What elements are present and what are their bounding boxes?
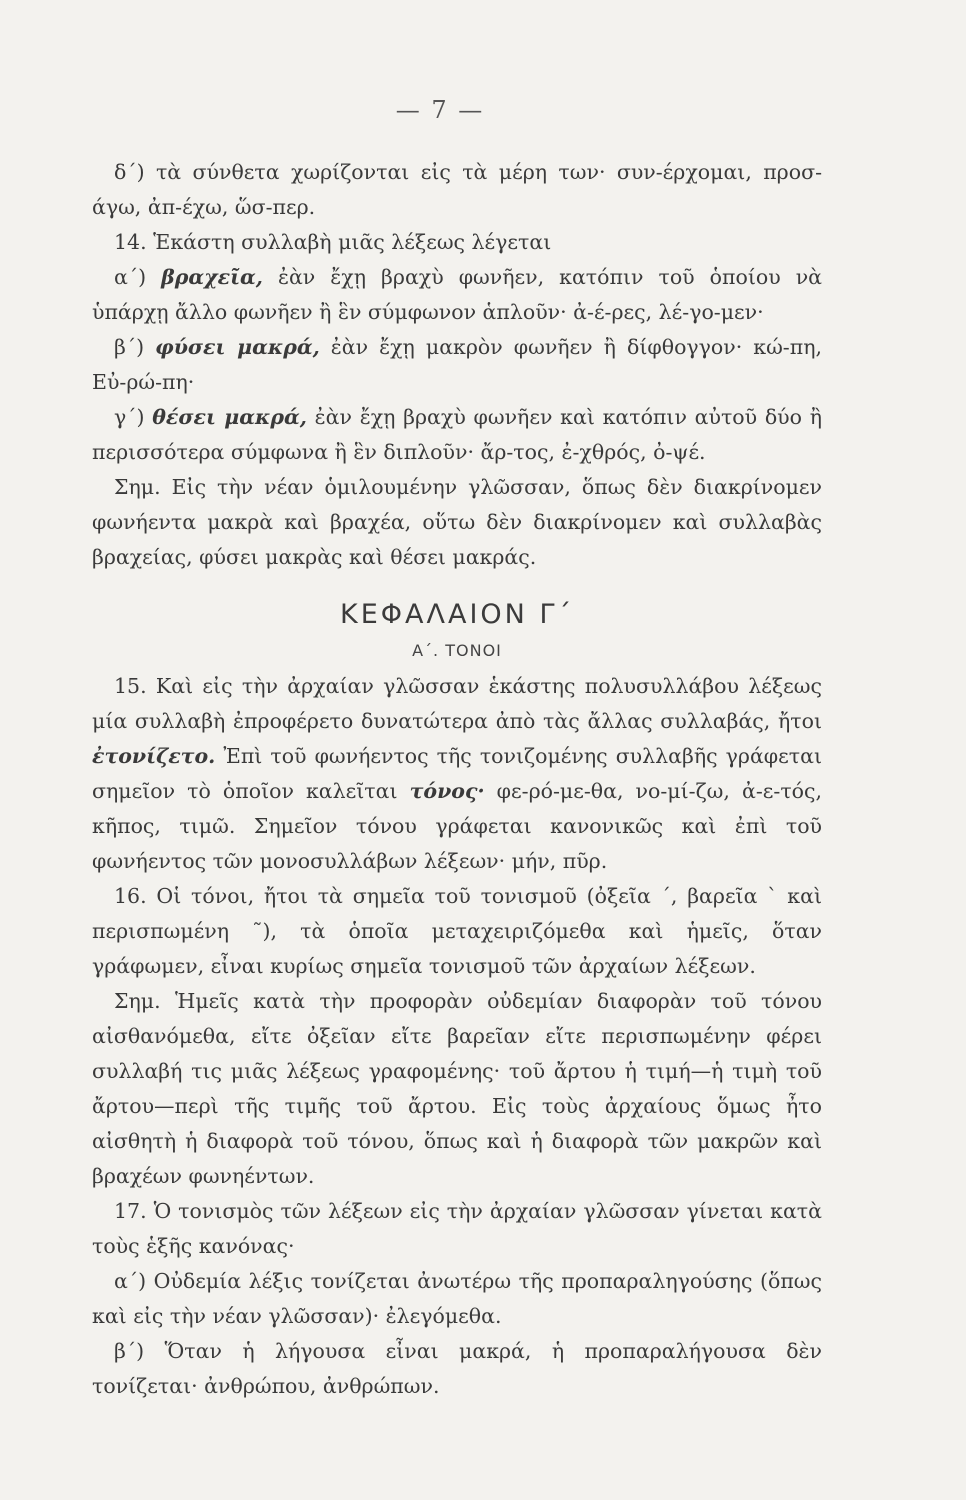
paragraph-17: 17. Ὁ τονισμὸς τῶν λέξεων εἰς τὴν ἀρχαίαν γλῶσσαν γίνεται κατὰ τοὺς ἑξῆς κανόνας· [92, 1199, 822, 1258]
term-long-position: θέσει μακρά, [152, 405, 307, 429]
item-label: β΄) [114, 335, 156, 359]
body-text [92, 155, 822, 1404]
item-label: γ΄) [114, 405, 153, 429]
paragraph-14-intro: 14. Ἑκάστη συλλαβὴ μιᾶς λέξεως λέγεται [114, 230, 552, 254]
item-text: ἐὰν ἔχῃ μακρὸν φωνῆεν ἢ δίφθογγον· κώ-πη, Εὐ-ρώ-πη· [92, 335, 822, 394]
paragraph-15 [92, 669, 822, 879]
paragraph-long-by-position [92, 400, 822, 470]
term-long-nature: φύσει μακρά, [155, 335, 320, 359]
note-modern-language: Σημ. Εἰς τὴν νέαν ὁμιλουμένην γλῶσσαν, ὅπως δὲν διακρίνομεν φωνήεντα μακρὰ καὶ βραχέα, οὕτω δὲν διακρίνομεν καὶ συλλαβὰς βραχείας, φύσει μακρὰς καὶ θέσει μακράς. [92, 475, 822, 569]
item-text: ἐὰν ἔχῃ βραχὺ φωνῆεν, κατόπιν τοῦ ὁποίου νὰ ὑπάρχῃ ἄλλο φωνῆεν ἢ ἓν σύμφωνον ἁπλοῦν· ἀ-έ-ρες, λέ-γο-μεν· [92, 265, 822, 324]
term-short: βραχεῖα, [161, 265, 263, 289]
chapter-heading: ΚΕΦΑΛΑΙΟΝ Γ΄ [340, 599, 574, 630]
paragraph-compound-words: δ΄) τὰ σύνθετα χωρίζονται εἰς τὰ μέρη των· συν-έρχομαι, προσ-άγω, ἀπ-έχω, ὥσ-περ. [92, 160, 822, 219]
page-number: — 7 — [395, 96, 485, 124]
paragraph-long-by-nature [92, 330, 822, 400]
rule-b: β΄) Ὅταν ἡ λήγουσα εἶναι μακρά, ἡ προπαραλήγουσα δὲν τονίζεται· ἀνθρώπου, ἀνθρώπων. [92, 1339, 822, 1398]
paragraph-15-text-b: Ἐπὶ τοῦ φωνήεντος τῆς τονιζομένης συλλαβῆς γράφεται σημεῖον τὸ ὁποῖον καλεῖται [92, 744, 822, 803]
note-accent-difference: Σημ. Ἡμεῖς κατὰ τὴν προφορὰν οὐδεμίαν διαφορὰν τοῦ τόνου αἰσθανόμεθα, εἴτε ὀξεῖαν εἴτε βαρεῖαν εἴτε περισπωμένην φέρει συλλαβή τις μιᾶς λέξεως γραφομένης· τοῦ ἄρτου ἡ τιμή—ἡ τιμὴ τοῦ ἄρτου—περὶ τῆς τιμῆς τοῦ ἄρτου. Εἰς τοὺς ἀρχαίους ὅμως ἦτο αἰσθητὴ ἡ διαφορὰ τοῦ τόνου, ὅπως καὶ ἡ διαφορὰ τῶν μακρῶν καὶ βραχέων φωνηέντων. [92, 989, 822, 1188]
item-label: α΄) [114, 265, 162, 289]
paragraph-16: 16. Οἱ τόνοι, ἤτοι τὰ σημεῖα τοῦ τονισμοῦ (ὀξεῖα ΄, βαρεῖα ` καὶ περισπωμένη ˜), τὰ ὁποῖα μεταχειριζόμεθα καὶ ἡμεῖς, ὅταν γράφωμεν, εἶναι κυρίως σημεῖα τονισμοῦ τῶν ἀρχαίων λέξεων. [92, 884, 822, 978]
term-etonizeto: ἐτονίζετο. [92, 744, 216, 768]
section-heading: Α΄. ΤΟΝΟΙ [412, 641, 502, 660]
paragraph-15-text-c: φε-ρό-με-θα, νο-μί-ζω, ἀ-ε-τός, κῆπος, τιμῶ. Σημεῖον τόνου γράφεται κανονικῶς καὶ ἐπὶ τοῦ φωνήεντος τῶν μονοσυλλάβων λέξεων· μήν, πῦρ. [92, 779, 822, 873]
term-tonos: τόνος· [409, 779, 485, 803]
rule-a: α΄) Οὐδεμία λέξις τονίζεται ἀνωτέρω τῆς προπαραληγούσης (ὅπως καὶ εἰς τὴν νέαν γλῶσσαν)· ἐλεγόμεθα. [92, 1269, 822, 1328]
item-text: ἐὰν ἔχῃ βραχὺ φωνῆεν καὶ κατόπιν αὐτοῦ δύο ἢ περισσότερα σύμφωνα ἢ ἓν διπλοῦν· ἄρ-τος, ἐ-χθρός, ὀ-ψέ. [92, 405, 822, 464]
paragraph-short-syllable [92, 260, 822, 330]
paragraph-15-text-a: 15. Καὶ εἰς τὴν ἀρχαίαν γλῶσσαν ἑκάστης πολυσυλλάβου λέξεως μία συλλαβὴ ἐπροφέρετο δυνατώτερα ἀπὸ τὰς ἄλλας συλλαβάς, ἤτοι [92, 674, 822, 733]
